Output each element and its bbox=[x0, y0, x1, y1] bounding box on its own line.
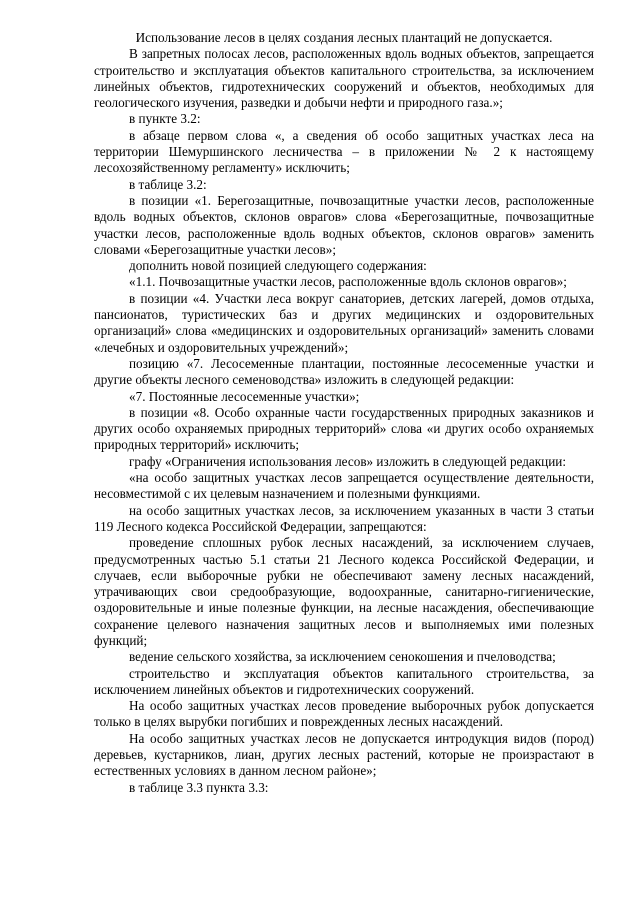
paragraph-10: позицию «7. Лесосеменные плантации, постоянные лесосеменные участки и другие объекты лесного семеноводства» изложить в следующей редакции: bbox=[94, 355, 594, 388]
document-page bbox=[94, 30, 594, 796]
paragraph-18: строительство и эксплуатация объектов капитального строительства, за исключением линейных объектов и гидротехнических сооружений. bbox=[94, 665, 594, 697]
paragraph-20: На особо защитных участках лесов не допускается интродукция видов (пород) деревьев, кустарников, лиан, других лесных растений, которые не произрастают в естественных условиях в данном лесном районе»; bbox=[94, 730, 594, 779]
paragraph-7: дополнить новой позицией следующего содержания: bbox=[129, 258, 427, 274]
paragraph-4: в абзаце первом слова «, а сведения об особо защитных участках леса на территории Шемуршинского лесничества – в приложении № 2 к настоящему лесохозяйственному регламенту» исключить; bbox=[94, 127, 594, 176]
paragraph-5: в таблице 3.2: bbox=[129, 176, 207, 192]
paragraph-13: графу «Ограничения использования лесов» изложить в следующей редакции: bbox=[129, 453, 567, 469]
paragraph-9: в позиции «4. Участки леса вокруг санаториев, детских лагерей, домов отдыха, пансионатов, туристических баз и других медицинских и оздоровительных организаций» слова «медицинских и оздоровительных организаций» заменить словами «лечебных и оздоровительных учреждений»; bbox=[94, 290, 594, 355]
paragraph-19: На особо защитных участках лесов проведение выборочных рубок допускается только в целях вырубки погибших и поврежденных лесных насаждений. bbox=[94, 698, 594, 730]
paragraph-14: «на особо защитных участках лесов запрещается осуществление деятельности, несовместимой с их целевым назначением и полезными функциями. bbox=[94, 470, 594, 502]
paragraph-17: ведение сельского хозяйства, за исключением сенокошения и пчеловодства; bbox=[129, 649, 556, 665]
paragraph-3: в пункте 3.2: bbox=[129, 111, 201, 127]
paragraph-11: «7. Постоянные лесосеменные участки»; bbox=[129, 388, 360, 404]
paragraph-12: в позиции «8. Особо охранные части государственных природных заказников и других особо охраняемых природных территорий» слова «и других особо охраняемых природных территорий» исключить; bbox=[94, 404, 594, 453]
paragraph-16: проведение сплошных рубок лесных насаждений, за исключением случаев, предусмотренных частью 5.1 статьи 21 Лесного кодекса Российской Федерации, и случаев, если выборочные рубки не обеспечивают замену лесных насаждений, утрачивающих свои средообразующие, водоохранные, санитарно-гигиенические, оздоровительные и иные полезные функции, на лесные насаждения, обеспечивающие сохранение целевого назначения защитных лесов и выполняемых ими полезных функций; bbox=[94, 535, 594, 648]
paragraph-8: «1.1. Почвозащитные участки лесов, расположенные вдоль склонов оврагов»; bbox=[129, 274, 567, 290]
paragraph-15: на особо защитных участках лесов, за исключением указанных в части 3 статьи 119 Лесного кодекса Российской Федерации, запрещаются: bbox=[94, 502, 594, 534]
paragraph-1: Использование лесов в целях создания лесных плантаций не допускается. bbox=[135, 30, 553, 45]
paragraph-2: В запретных полосах лесов, расположенных вдоль водных объектов, запрещается строительство и эксплуатация объектов капитального строительства, за исключением линейных объектов, гидротехнических сооружений и объектов, необходимых для геологического изучения, разведки и добычи нефти и природного газа.»; bbox=[94, 46, 594, 111]
paragraph-21: в таблице 3.3 пункта 3.3: bbox=[129, 779, 269, 795]
paragraph-6: в позиции «1. Берегозащитные, почвозащитные участки лесов, расположенные вдоль водных объектов, склонов оврагов» слова «Берегозащитные, почвозащитные участки лесов, расположенные вдоль водных объектов, склонов оврагов» заменить словами «Берегозащитные участки лесов»; bbox=[94, 192, 594, 257]
